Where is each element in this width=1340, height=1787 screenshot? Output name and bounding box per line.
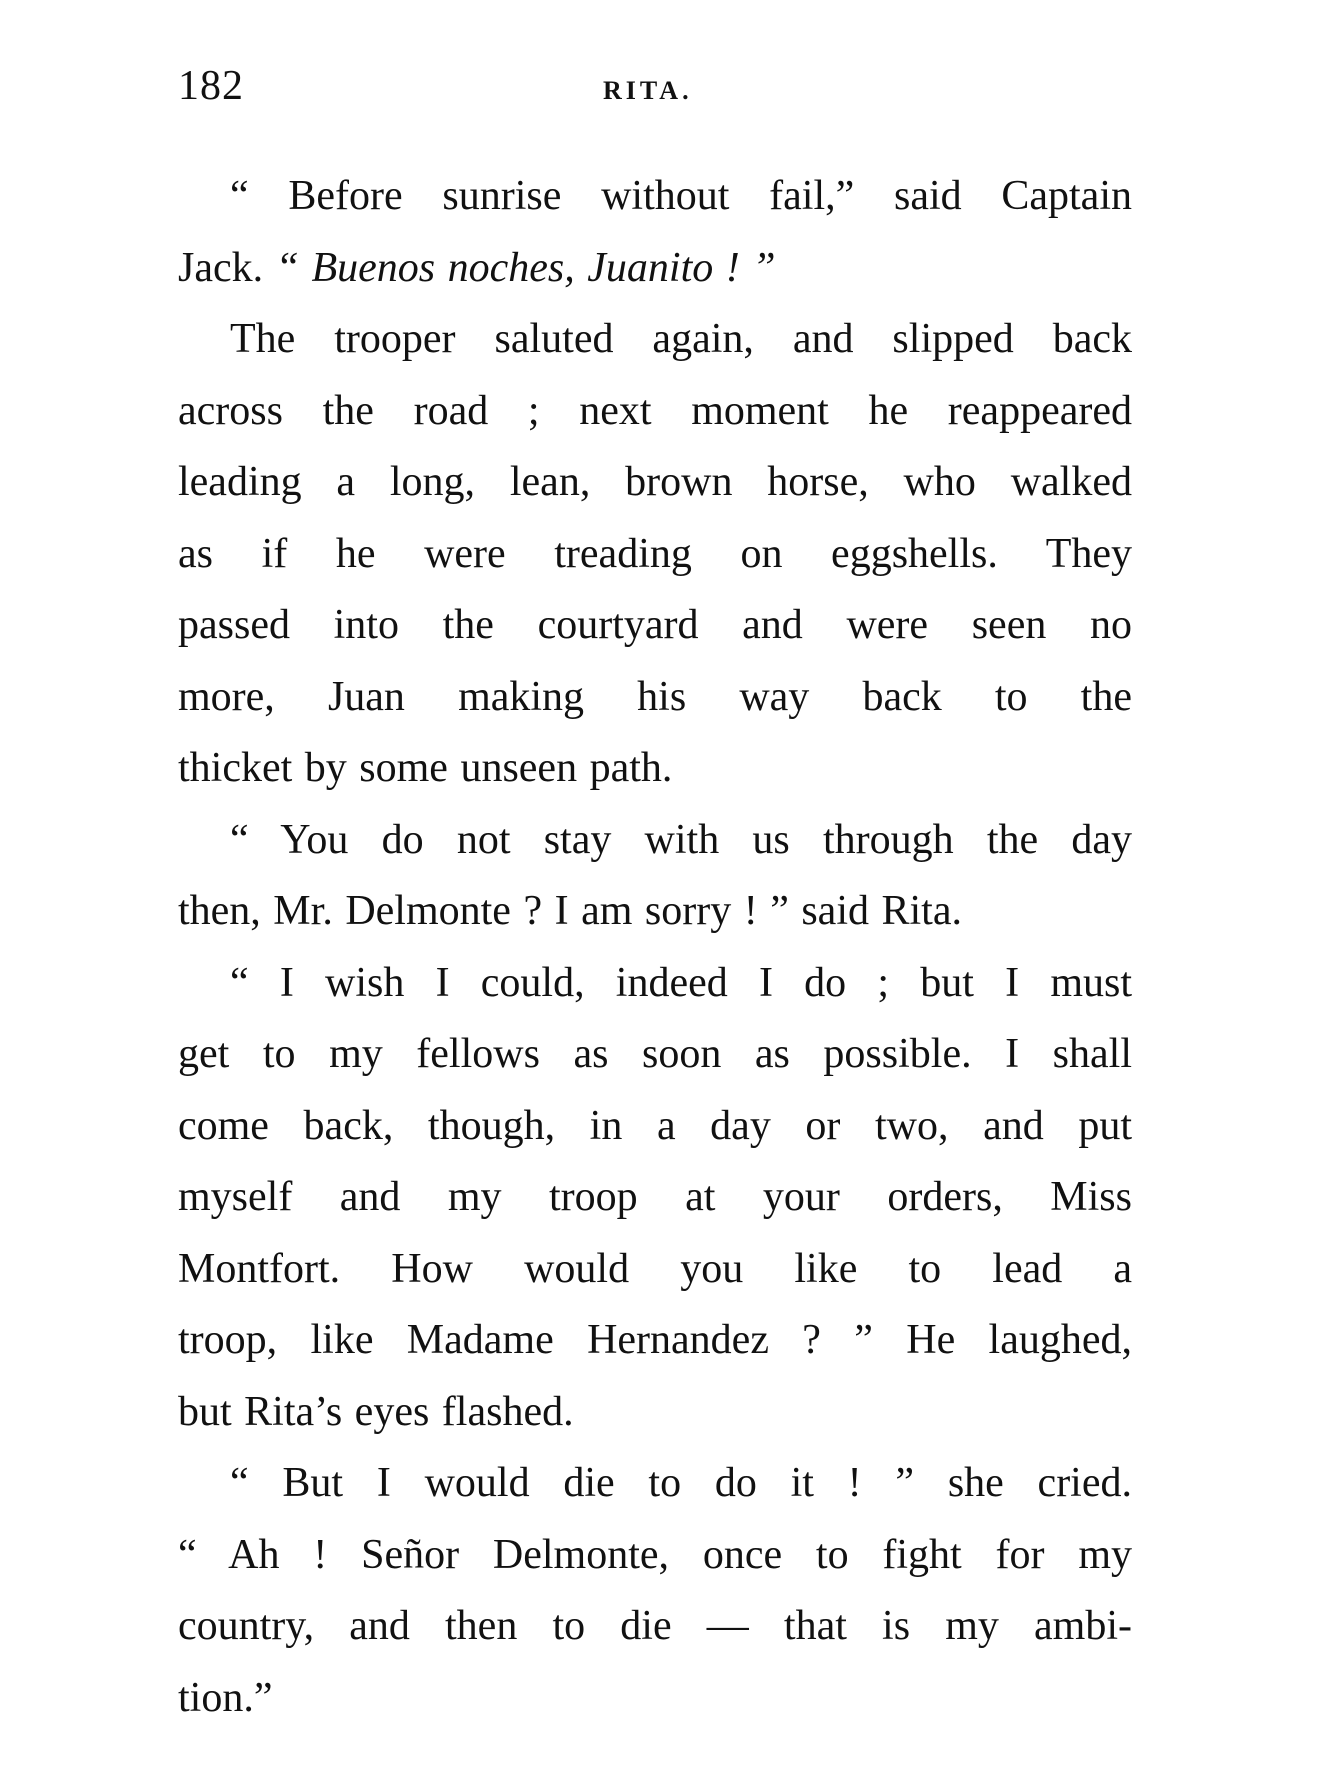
text-line: but Rita’s eyes flashed. bbox=[178, 1388, 574, 1435]
text-line: The trooper saluted again, and slipped back bbox=[230, 316, 1132, 362]
italic-phrase: “ Buenos noches, Juanito ! ” bbox=[275, 244, 776, 291]
text-line: “ You do not stay with us through the day bbox=[230, 816, 1132, 863]
text-line: “ But I would die to do it ! ” she cried. bbox=[230, 1460, 1132, 1506]
text-line: Montfort. How would you like to lead a bbox=[178, 1245, 1132, 1292]
text-line: across the road ; next moment he reappeared bbox=[178, 387, 1132, 434]
body-text bbox=[178, 161, 1132, 1734]
page-number: 182 bbox=[178, 63, 244, 109]
page-header bbox=[178, 62, 1138, 122]
text-line: get to my fellows as soon as possible. I shall bbox=[178, 1031, 1132, 1077]
text-line: then, Mr. Delmonte ? I am sorry ! ” said Rita. bbox=[178, 888, 962, 934]
text-line: “ Ah ! Señor Delmonte, once to fight for my bbox=[178, 1531, 1132, 1578]
text-line: country, and then to die — that is my ambi- bbox=[178, 1603, 1132, 1649]
text-line: more, Juan making his way back to the bbox=[178, 673, 1132, 720]
text-line: come back, though, in a day or two, and put bbox=[178, 1102, 1132, 1149]
text-line: passed into the courtyard and were seen no bbox=[178, 602, 1132, 648]
running-title: RITA. bbox=[603, 76, 693, 105]
text-line: “ I wish I could, indeed I do ; but I must bbox=[230, 959, 1132, 1006]
text-line: leading a long, lean, brown horse, who walked bbox=[178, 459, 1132, 505]
text-line: “ Before sunrise without fail,” said Captain bbox=[230, 173, 1132, 219]
text-line: thicket by some unseen path. bbox=[178, 745, 673, 791]
text-line: as if he were treading on eggshells. They bbox=[178, 530, 1132, 577]
text-line-italic bbox=[178, 233, 1132, 305]
text-segment: Jack. bbox=[178, 244, 276, 291]
text-line: tion.” bbox=[178, 1674, 273, 1721]
text-line: troop, like Madame Hernandez ? ” He laughed, bbox=[178, 1317, 1132, 1363]
text-line: myself and my troop at your orders, Miss bbox=[178, 1174, 1132, 1220]
